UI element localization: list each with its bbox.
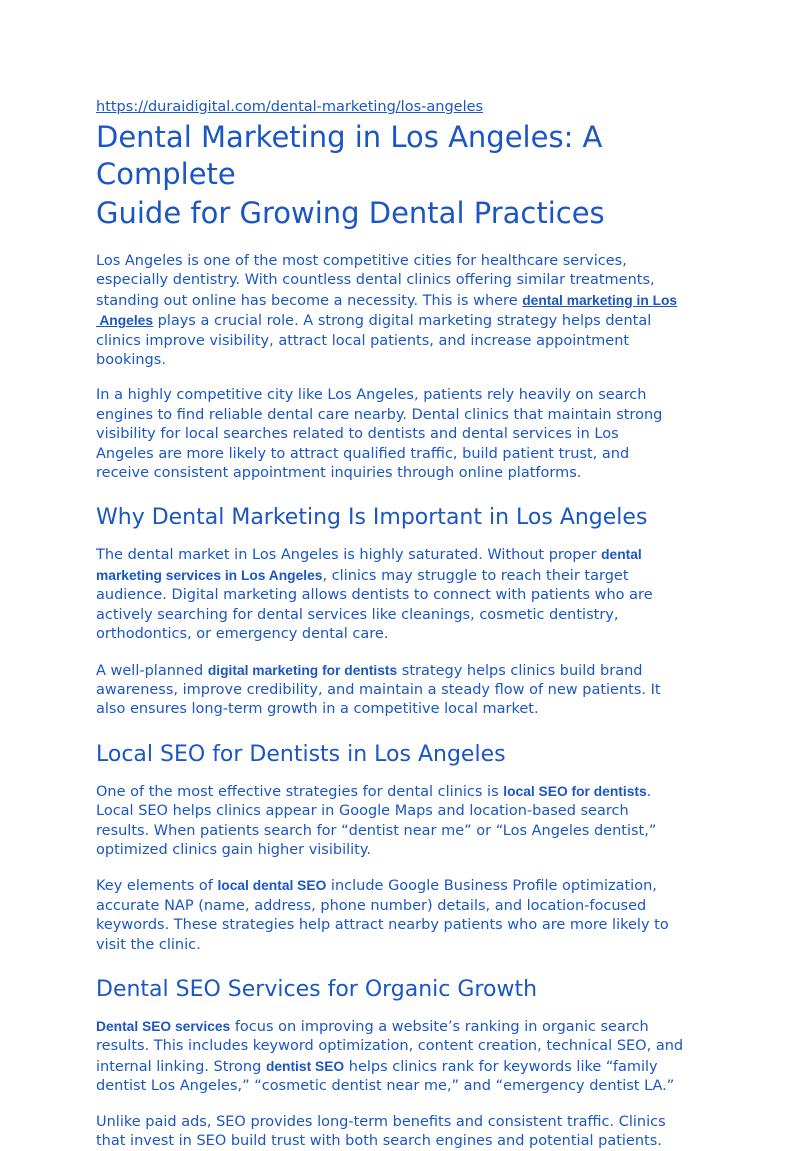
title-line: Guide for Growing Dental Practices xyxy=(96,196,605,230)
source-url-link[interactable]: https://duraidigital.com/dental-marketing/los-angeles xyxy=(96,99,484,115)
keyword-dental-seo-services: Dental SEO services xyxy=(96,1018,231,1034)
title-line: Dental Marketing in Los Angeles: A xyxy=(96,120,603,154)
dental-marketing-los-angeles-link[interactable]: Angeles xyxy=(96,313,153,329)
keyword-local-seo-for-dentists: local SEO for dentists xyxy=(503,783,647,799)
section3-paragraph-1: Dental SEO services focus on improving a website’s ranking in organic search results. This includes keyword optimization, content creation, technical SEO, and internal linking. Strong dentist SEO helps clinics rank for keywords like “family dentist Los Angeles,” “cosmetic dentist near me,” and “emergency dentist LA.” xyxy=(96,1018,684,1095)
section-heading-dental-seo-services: Dental SEO Services for Organic Growth xyxy=(96,976,538,1002)
section3-paragraph-2: Unlike paid ads, SEO provides long-term benefits and consistent traffic. Clinics that invest in SEO build trust with both search engines and potential patients. xyxy=(96,1113,666,1149)
document-page xyxy=(96,96,696,1151)
page-title xyxy=(96,119,696,232)
section1-paragraph-1: The dental market in Los Angeles is highly saturated. Without proper dental marketing services in Los Angeles, clinics may struggle to reach their target audience. Digital marketing allows dentists to connect with patients who are actively searching for dental services like cleanings, cosmetic dentistry, orthodontics, or emergency dental care. xyxy=(96,547,653,643)
intro-paragraph-2: In a highly competitive city like Los Angeles, patients rely heavily on search engines to find reliable dental care nearby. Dental clinics that maintain strong visibility for local searches related to dentists and dental services in Los Angeles are more likely to attract qualified traffic, build patient trust, and receive consistent appointment inquiries through online platforms. xyxy=(96,387,663,482)
keyword-dentist-seo: dentist SEO xyxy=(265,1058,345,1074)
title-line: Complete xyxy=(96,157,236,191)
section-heading-local-seo: Local SEO for Dentists in Los Angeles xyxy=(96,741,506,767)
keyword-local-dental-seo: local dental SEO xyxy=(217,878,327,894)
keyword-digital-marketing-for-dentists: digital marketing for dentists xyxy=(207,662,398,678)
section1-paragraph-2: A well-planned digital marketing for dentists strategy helps clinics build brand awareness, improve credibility, and maintain a steady flow of new patients. It also ensures long-term growth in a competitive local market. xyxy=(96,662,661,718)
dental-marketing-los-angeles-link[interactable]: dental marketing in Los xyxy=(522,292,678,308)
section-heading-why-dental-marketing: Why Dental Marketing Is Important in Los Angeles xyxy=(96,505,648,531)
keyword-dental-marketing-services: marketing services in Los Angeles xyxy=(96,567,323,583)
keyword-dental-marketing-services: dental xyxy=(601,547,642,563)
intro-paragraph-1: Los Angeles is one of the most competitive cities for healthcare services, especially dentistry. With countless dental clinics offering similar treatments, standing out online has become a necessity. This is where dental marketing in Los Angeles plays a crucial role. A strong digital marketing strategy helps dental clinics improve visibility, attract local patients, and increase appointment bookings. xyxy=(96,253,678,369)
section2-paragraph-1: One of the most effective strategies for dental clinics is local SEO for dentists. Local SEO helps clinics appear in Google Maps and location-based search results. When patients search for “dentist near me” or “Los Angeles dentist,” optimized clinics gain higher visibility. xyxy=(96,783,657,858)
section2-paragraph-2: Key elements of local dental SEO include Google Business Profile optimization, accurate NAP (name, address, phone number) details, and location-focused keywords. These strategies help attract nearby patients who are more likely to visit the clinic. xyxy=(96,878,669,953)
